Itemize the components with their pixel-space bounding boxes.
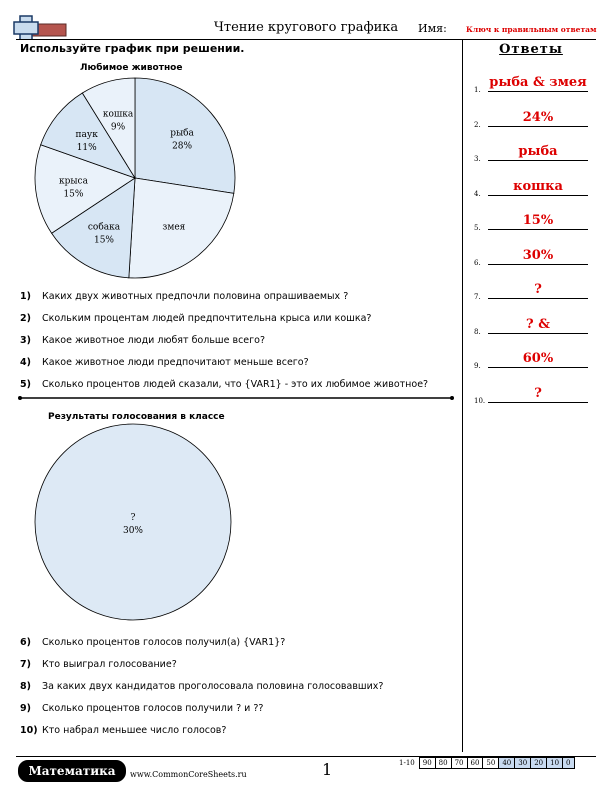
answer-value: 60% <box>522 351 554 366</box>
question-number: 9) <box>20 703 31 714</box>
slice-label: крыса <box>58 176 88 187</box>
chart1-title: Любимое животное <box>80 63 183 73</box>
slice-label: собака <box>87 222 121 233</box>
score-cell: 70 <box>451 758 467 769</box>
answer-value: 30% <box>522 247 554 263</box>
question-text: Сколько процентов голосов получил(а) {VAR1}? <box>42 637 286 648</box>
question-item <box>20 725 226 736</box>
answer-number: 8. <box>474 327 481 336</box>
slice-label: паук <box>75 130 98 141</box>
question-text: Сколько процентов людей сказали, что {VAR1} - это их любимое животное? <box>42 379 429 390</box>
question-text: Каких двух животных предпочли половина опрашиваемых ? <box>42 291 349 302</box>
question-text: Кто выиграл голосование? <box>42 659 177 670</box>
question-number: 6) <box>20 637 31 648</box>
slice-value-label: 30% <box>122 526 144 536</box>
score-cell: 80 <box>435 758 451 769</box>
answer-number: 2. <box>474 120 481 129</box>
question-text: Какое животное люди предпочитают меньше всего? <box>42 357 309 368</box>
question-number: 5) <box>20 379 31 390</box>
question-number: 4) <box>20 357 31 368</box>
page-number: 1 <box>322 760 333 779</box>
question-number: 8) <box>20 681 31 692</box>
answer-value: ? & <box>526 316 550 332</box>
answer-number: 6. <box>474 258 481 267</box>
score-cell: 10 <box>547 758 563 769</box>
question-text: За каких двух кандидатов проголосовала половина голосовавших? <box>42 681 384 692</box>
score-label: 1-10 <box>399 759 415 767</box>
score-table <box>396 757 575 769</box>
question-text: Скольким процентам людей предпочтительна крыса или кошка? <box>42 313 372 324</box>
slice-label: змея <box>162 222 186 233</box>
instructions: Используйте график при решении. <box>20 42 245 55</box>
question-number: 3) <box>20 335 31 346</box>
answer-number: 9. <box>474 362 481 370</box>
question-number: 2) <box>20 313 31 324</box>
slice-value-label: 15% <box>93 235 115 246</box>
question-item <box>20 637 285 648</box>
question-item <box>20 681 383 692</box>
slice-label: кошка <box>102 109 134 120</box>
answer-key-label: Ключ к правильным ответам <box>466 25 597 34</box>
score-cell: 20 <box>531 758 547 769</box>
name-label: Имя: <box>418 22 447 35</box>
answer-number: 1. <box>474 86 481 94</box>
answer-number: 10. <box>474 396 486 405</box>
answer-value: кошка <box>513 178 563 194</box>
answer-number: 7. <box>474 293 481 301</box>
answer-value: рыба <box>518 144 558 159</box>
score-cell: 90 <box>419 758 435 769</box>
score-cell: 0 <box>563 758 574 769</box>
answer-value: ? <box>534 385 542 401</box>
score-cell: 50 <box>483 758 499 769</box>
question-text: Сколько процентов голосов получили ? и ?? <box>42 703 264 714</box>
slice-value-label: 9% <box>110 122 126 133</box>
answer-number: 3. <box>474 155 481 163</box>
question-number: 10) <box>20 725 38 736</box>
answers-title: Ответы <box>499 42 563 57</box>
question-text: Какое животное люди любят больше всего? <box>42 335 265 346</box>
answer-value: 15% <box>522 213 554 228</box>
answer-value: ? <box>534 282 542 297</box>
slice-label: ? <box>130 513 136 523</box>
score-cell: 60 <box>467 758 483 769</box>
answer-number: 5. <box>474 224 481 232</box>
page-title: Чтение кругового графика <box>213 20 399 35</box>
answer-number: 4. <box>474 189 481 198</box>
score-cell: 30 <box>515 758 531 769</box>
question-text: Кто набрал меньшее число голосов? <box>42 725 227 736</box>
brand-badge: Математика <box>18 760 126 782</box>
answer-value: рыба & змея <box>489 75 587 90</box>
slice-value-label: 28% <box>172 141 193 152</box>
slice-label: рыба <box>170 128 194 139</box>
slice-value-label: 11% <box>76 143 97 154</box>
question-item <box>20 659 177 670</box>
answer-value: 24% <box>522 109 554 125</box>
chart2-title: Результаты голосования в классе <box>48 412 225 422</box>
score-cell: 40 <box>499 758 515 769</box>
question-number: 1) <box>20 291 31 302</box>
slice-value-label: 15% <box>63 189 84 200</box>
question-item <box>20 703 263 714</box>
site-url[interactable]: www.CommonCoreSheets.ru <box>130 770 247 779</box>
question-number: 7) <box>20 659 31 670</box>
